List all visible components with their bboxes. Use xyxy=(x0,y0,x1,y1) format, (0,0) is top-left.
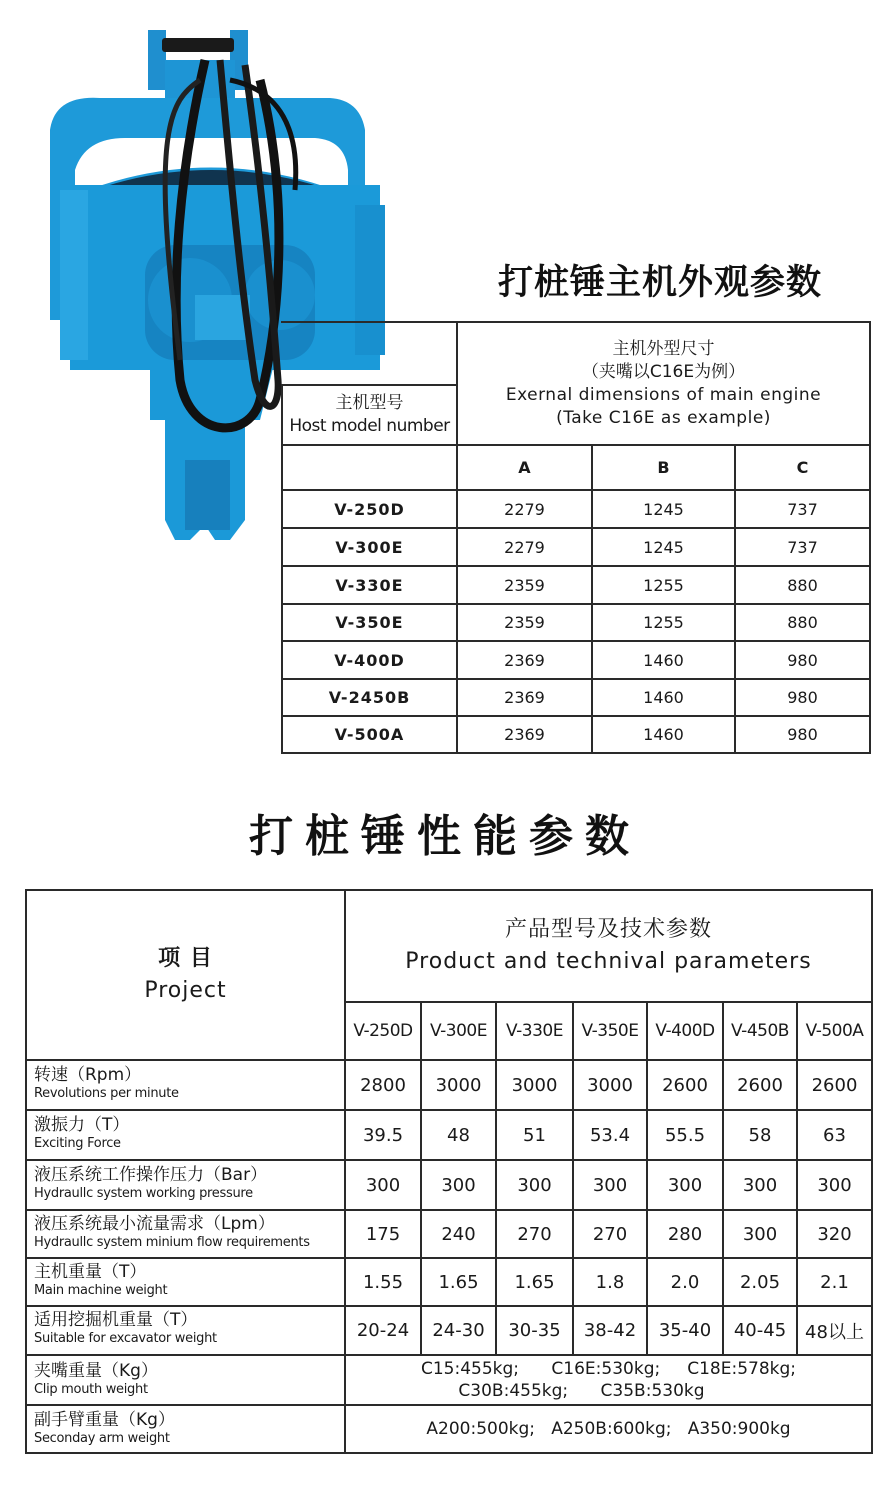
row-label xyxy=(27,1164,344,1209)
value-cell: 20-24 xyxy=(356,1320,410,1341)
dim-c-cell: 980 xyxy=(787,688,818,707)
value-cell: 3000 xyxy=(587,1074,633,1096)
clip-mouth-weight-values xyxy=(346,1356,871,1404)
dim-a-cell: 2279 xyxy=(504,499,545,519)
dim-c-cell: 737 xyxy=(787,499,818,519)
value-cell: 3000 xyxy=(511,1074,558,1096)
value-cell: 30-35 xyxy=(508,1320,561,1341)
value-cell: 2.1 xyxy=(820,1271,849,1293)
row-label-en: Exciting Force xyxy=(34,1136,121,1151)
value-cell: 2600 xyxy=(737,1074,783,1096)
dimensions-header-en: Exernal dimensions of main engine xyxy=(505,384,822,405)
product-header-en: Product and technival parameters xyxy=(405,949,812,974)
value-cell: 300 xyxy=(365,1174,401,1196)
value-cell: 270 xyxy=(592,1223,628,1245)
value-cell: 240 xyxy=(441,1223,476,1245)
value-cell: 38-42 xyxy=(583,1320,637,1341)
value-cell: 1.65 xyxy=(438,1271,479,1293)
column-header-b: B xyxy=(657,458,670,477)
row-label xyxy=(27,1360,344,1404)
model-cell: V-300E xyxy=(335,537,404,557)
value-cell: 2600 xyxy=(811,1074,858,1096)
dim-a-cell: 2369 xyxy=(504,650,545,670)
value-cell: 55.5 xyxy=(664,1124,706,1146)
model-cell: V-2450B xyxy=(328,688,411,707)
dim-b-cell: 1255 xyxy=(643,613,684,632)
row-label-zh: 激振力（T） xyxy=(34,1115,130,1135)
project-header xyxy=(27,891,344,1059)
clip-mouth-line1: C15:455kg; C16E:530kg; C18E:578kg; xyxy=(420,1359,797,1379)
row-label-zh: 主机重量（T） xyxy=(34,1262,147,1282)
dim-c-cell: 980 xyxy=(787,725,818,744)
value-cell: 300 xyxy=(592,1174,628,1196)
row-label-zh: 转速（Rpm） xyxy=(34,1065,142,1085)
row-label-en: Main machine weight xyxy=(34,1283,168,1298)
value-cell: 39.5 xyxy=(362,1124,404,1146)
row-label-zh: 适用挖掘机重量（T） xyxy=(34,1310,198,1330)
row-label-en: Clip mouth weight xyxy=(34,1382,148,1397)
project-header-zh: 项 目 xyxy=(158,946,213,971)
row-label-en: Seconday arm weight xyxy=(34,1431,170,1446)
dim-b-cell: 1255 xyxy=(643,575,684,595)
model-header: V-450B xyxy=(731,1021,789,1041)
pile-hammer-icon xyxy=(30,20,390,560)
row-label-zh: 副手臂重量（Kg） xyxy=(34,1410,175,1430)
value-cell: 300 xyxy=(817,1174,852,1196)
row-label-zh: 液压系统最小流量需求（Lpm） xyxy=(34,1214,275,1234)
value-cell: 2800 xyxy=(360,1074,406,1096)
row-label xyxy=(27,1064,344,1109)
product-params-header xyxy=(346,891,871,1001)
value-cell: 320 xyxy=(817,1223,852,1245)
row-label-en: Hydraullc system working pressure xyxy=(34,1186,253,1201)
secondary-arm-weight-values: A200:500kg; A250B:600kg; A350:900kg xyxy=(426,1419,791,1439)
value-cell: 2600 xyxy=(662,1074,708,1096)
value-cell: 300 xyxy=(667,1174,703,1196)
model-header: V-500A xyxy=(805,1021,864,1041)
external-dimensions-header xyxy=(458,323,869,444)
value-cell: 2.0 xyxy=(670,1271,700,1293)
dim-a-cell: 2359 xyxy=(504,613,545,632)
model-cell: V-500A xyxy=(334,725,405,744)
value-cell: 300 xyxy=(517,1174,552,1196)
value-cell: 40-45 xyxy=(733,1320,787,1341)
row-label-en: Suitable for excavator weight xyxy=(34,1331,217,1346)
row-label xyxy=(27,1309,344,1354)
model-header: V-250D xyxy=(353,1021,413,1041)
performance-section-title: 打桩锤性能参数 xyxy=(249,811,641,862)
model-cell: V-250D xyxy=(334,499,405,519)
dim-c-cell: 880 xyxy=(787,613,818,632)
dim-b-cell: 1245 xyxy=(643,499,684,519)
model-header: V-330E xyxy=(506,1021,563,1041)
value-cell: 3000 xyxy=(435,1074,482,1096)
value-cell: 53.4 xyxy=(589,1124,631,1146)
product-header-zh: 产品型号及技术参数 xyxy=(504,917,712,942)
value-cell: 175 xyxy=(365,1223,401,1245)
dimensions-header-zh: 主机外型尺寸 xyxy=(612,338,715,359)
dim-b-cell: 1460 xyxy=(643,688,684,707)
column-header-a: A xyxy=(518,458,531,477)
row-label-en: Revolutions per minute xyxy=(34,1086,179,1101)
dim-b-cell: 1460 xyxy=(643,725,684,744)
row-label xyxy=(27,1213,344,1257)
value-cell: 300 xyxy=(441,1174,476,1196)
dimensions-header-en-note: (Take C16E as example) xyxy=(556,407,771,428)
column-header-c: C xyxy=(796,458,809,477)
dim-a-cell: 2359 xyxy=(504,575,545,595)
value-cell: 300 xyxy=(742,1174,778,1196)
dimensions-section-title: 打桩锤主机外观参数 xyxy=(497,263,822,303)
row-label xyxy=(27,1114,344,1159)
dim-b-cell: 1460 xyxy=(643,650,684,670)
value-cell: 300 xyxy=(742,1223,778,1245)
row-label xyxy=(27,1409,344,1452)
dim-a-cell: 2369 xyxy=(504,688,545,707)
value-cell: 270 xyxy=(517,1223,552,1245)
dim-c-cell: 980 xyxy=(787,650,818,670)
row-label-zh: 液压系统工作操作压力（Bar） xyxy=(34,1165,268,1185)
vibratory-pile-hammer-image xyxy=(30,20,390,560)
row-label-zh: 夹嘴重量（Kg） xyxy=(34,1361,158,1381)
value-cell: 2.05 xyxy=(739,1271,781,1293)
model-cell: V-400D xyxy=(334,650,405,670)
dimensions-header-zh-note: （夹嘴以C16E为例） xyxy=(581,361,746,382)
row-label xyxy=(27,1261,344,1305)
value-cell: 1.55 xyxy=(362,1271,404,1293)
value-cell: 48 xyxy=(447,1124,470,1146)
clip-mouth-line2: C30B:455kg; C35B:530kg xyxy=(458,1381,759,1401)
dim-b-cell: 1245 xyxy=(643,537,684,557)
dim-a-cell: 2369 xyxy=(504,725,545,744)
value-cell: 24-30 xyxy=(432,1320,485,1341)
value-cell: 48以上 xyxy=(805,1321,864,1343)
model-cell: V-330E xyxy=(335,575,404,595)
dim-c-cell: 880 xyxy=(787,575,818,595)
model-cell: V-350E xyxy=(335,613,404,632)
value-cell: 1.65 xyxy=(514,1271,555,1293)
value-cell: 35-40 xyxy=(658,1320,712,1341)
value-cell: 1.8 xyxy=(595,1271,625,1293)
dim-c-cell: 737 xyxy=(787,537,818,557)
value-cell: 63 xyxy=(823,1124,846,1146)
host-model-header-zh: 主机型号 xyxy=(335,393,404,413)
host-model-header xyxy=(283,386,456,444)
value-cell: 280 xyxy=(667,1223,703,1245)
host-model-header-en: Host model number xyxy=(289,416,450,436)
project-header-en: Project xyxy=(144,978,227,1003)
model-header: V-300E xyxy=(430,1021,487,1041)
row-label-en: Hydraullc system minium flow requirements xyxy=(34,1235,310,1250)
value-cell: 58 xyxy=(748,1124,772,1146)
dim-a-cell: 2279 xyxy=(504,537,545,557)
value-cell: 51 xyxy=(523,1124,546,1146)
model-header: V-400D xyxy=(655,1021,715,1041)
model-header: V-350E xyxy=(581,1021,639,1041)
